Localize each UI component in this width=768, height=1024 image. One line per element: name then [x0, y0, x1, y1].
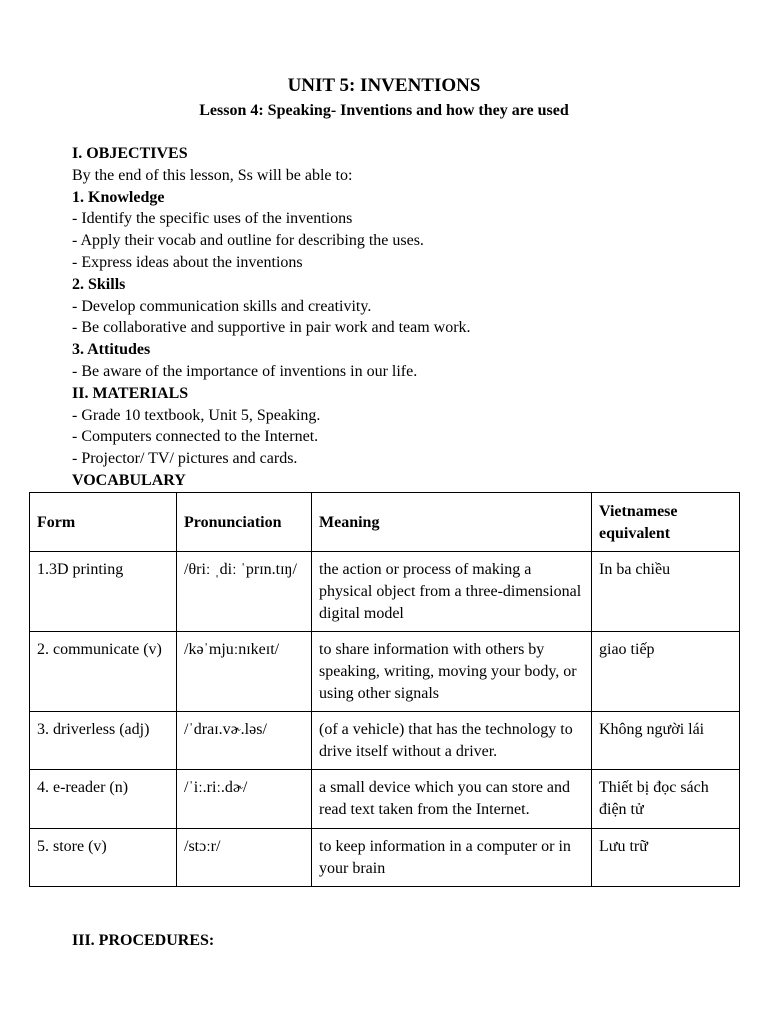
table-row — [30, 829, 740, 887]
cell-form: 2. communicate (v) — [30, 632, 177, 712]
cell-vietnamese: Không người lái — [592, 712, 740, 770]
skills-item: - Be collaborative and supportive in pair work and team work. — [72, 319, 471, 337]
vocabulary-table — [29, 492, 740, 887]
table-row — [30, 552, 740, 632]
knowledge-item: - Identify the specific uses of the inventions — [72, 210, 353, 228]
cell-vietnamese: Lưu trữ — [592, 829, 740, 887]
cell-form: 3. driverless (adj) — [30, 712, 177, 770]
knowledge-item: - Express ideas about the inventions — [72, 253, 303, 271]
column-header-form: Form — [30, 493, 177, 552]
table-row — [30, 712, 740, 770]
cell-pronunciation: /θriː ˌdiː ˈprɪn.tɪŋ/ — [177, 552, 312, 632]
objectives-heading: I. OBJECTIVES — [72, 145, 188, 162]
cell-meaning: (of a vehicle) that has the technology to drive itself without a driver. — [312, 712, 592, 770]
materials-heading: II. MATERIALS — [72, 384, 189, 402]
cell-meaning: a small device which you can store and read text taken from the Internet. — [312, 770, 592, 829]
unit-title: UNIT 5: INVENTIONS — [287, 75, 481, 96]
lesson-body — [72, 143, 732, 492]
cell-vietnamese: Thiết bị đọc sách điện tử — [592, 770, 740, 829]
cell-pronunciation: /ˈdraɪ.vɚ.ləs/ — [177, 712, 312, 770]
column-header-vietnamese: Vietnamese equivalent — [592, 493, 740, 552]
materials-item: - Computers connected to the Internet. — [72, 428, 319, 446]
cell-pronunciation: /ˈiː.riː.dɚ/ — [177, 770, 312, 829]
cell-vietnamese: In ba chiều — [592, 552, 740, 632]
materials-item: - Projector/ TV/ pictures and cards. — [72, 450, 298, 468]
attitudes-item: - Be aware of the importance of inventions in our life. — [72, 362, 418, 380]
table-header-row — [30, 493, 740, 552]
table-row — [30, 632, 740, 712]
column-header-pronunciation: Pronunciation — [177, 493, 312, 552]
skills-item: - Develop communication skills and creativity. — [72, 297, 372, 315]
objectives-intro: By the end of this lesson, Ss will be able to: — [72, 166, 353, 184]
lesson-subtitle: Lesson 4: Speaking- Inventions and how they are used — [199, 102, 569, 119]
cell-meaning: to share information with others by speaking, writing, moving your body, or using other signals — [312, 632, 592, 712]
cell-meaning: to keep information in a computer or in your brain — [312, 829, 592, 887]
cell-pronunciation: /kəˈmjuːnɪkeɪt/ — [177, 632, 312, 712]
procedures-heading: III. PROCEDURES: — [72, 932, 215, 949]
column-header-meaning: Meaning — [312, 493, 592, 552]
vocabulary-heading: VOCABULARY — [72, 471, 186, 489]
cell-meaning: the action or process of making a physical object from a three-dimensional digital model — [312, 552, 592, 632]
knowledge-heading: 1. Knowledge — [72, 188, 165, 206]
cell-form: 5. store (v) — [30, 829, 177, 887]
materials-item: - Grade 10 textbook, Unit 5, Speaking. — [72, 406, 321, 424]
skills-heading: 2. Skills — [72, 275, 126, 293]
cell-form: 1.3D printing — [30, 552, 177, 632]
table-row — [30, 770, 740, 829]
knowledge-item: - Apply their vocab and outline for describing the uses. — [72, 232, 424, 250]
attitudes-heading: 3. Attitudes — [72, 341, 151, 359]
cell-vietnamese: giao tiếp — [592, 632, 740, 712]
cell-form: 4. e-reader (n) — [30, 770, 177, 829]
cell-pronunciation: /stɔːr/ — [177, 829, 312, 887]
